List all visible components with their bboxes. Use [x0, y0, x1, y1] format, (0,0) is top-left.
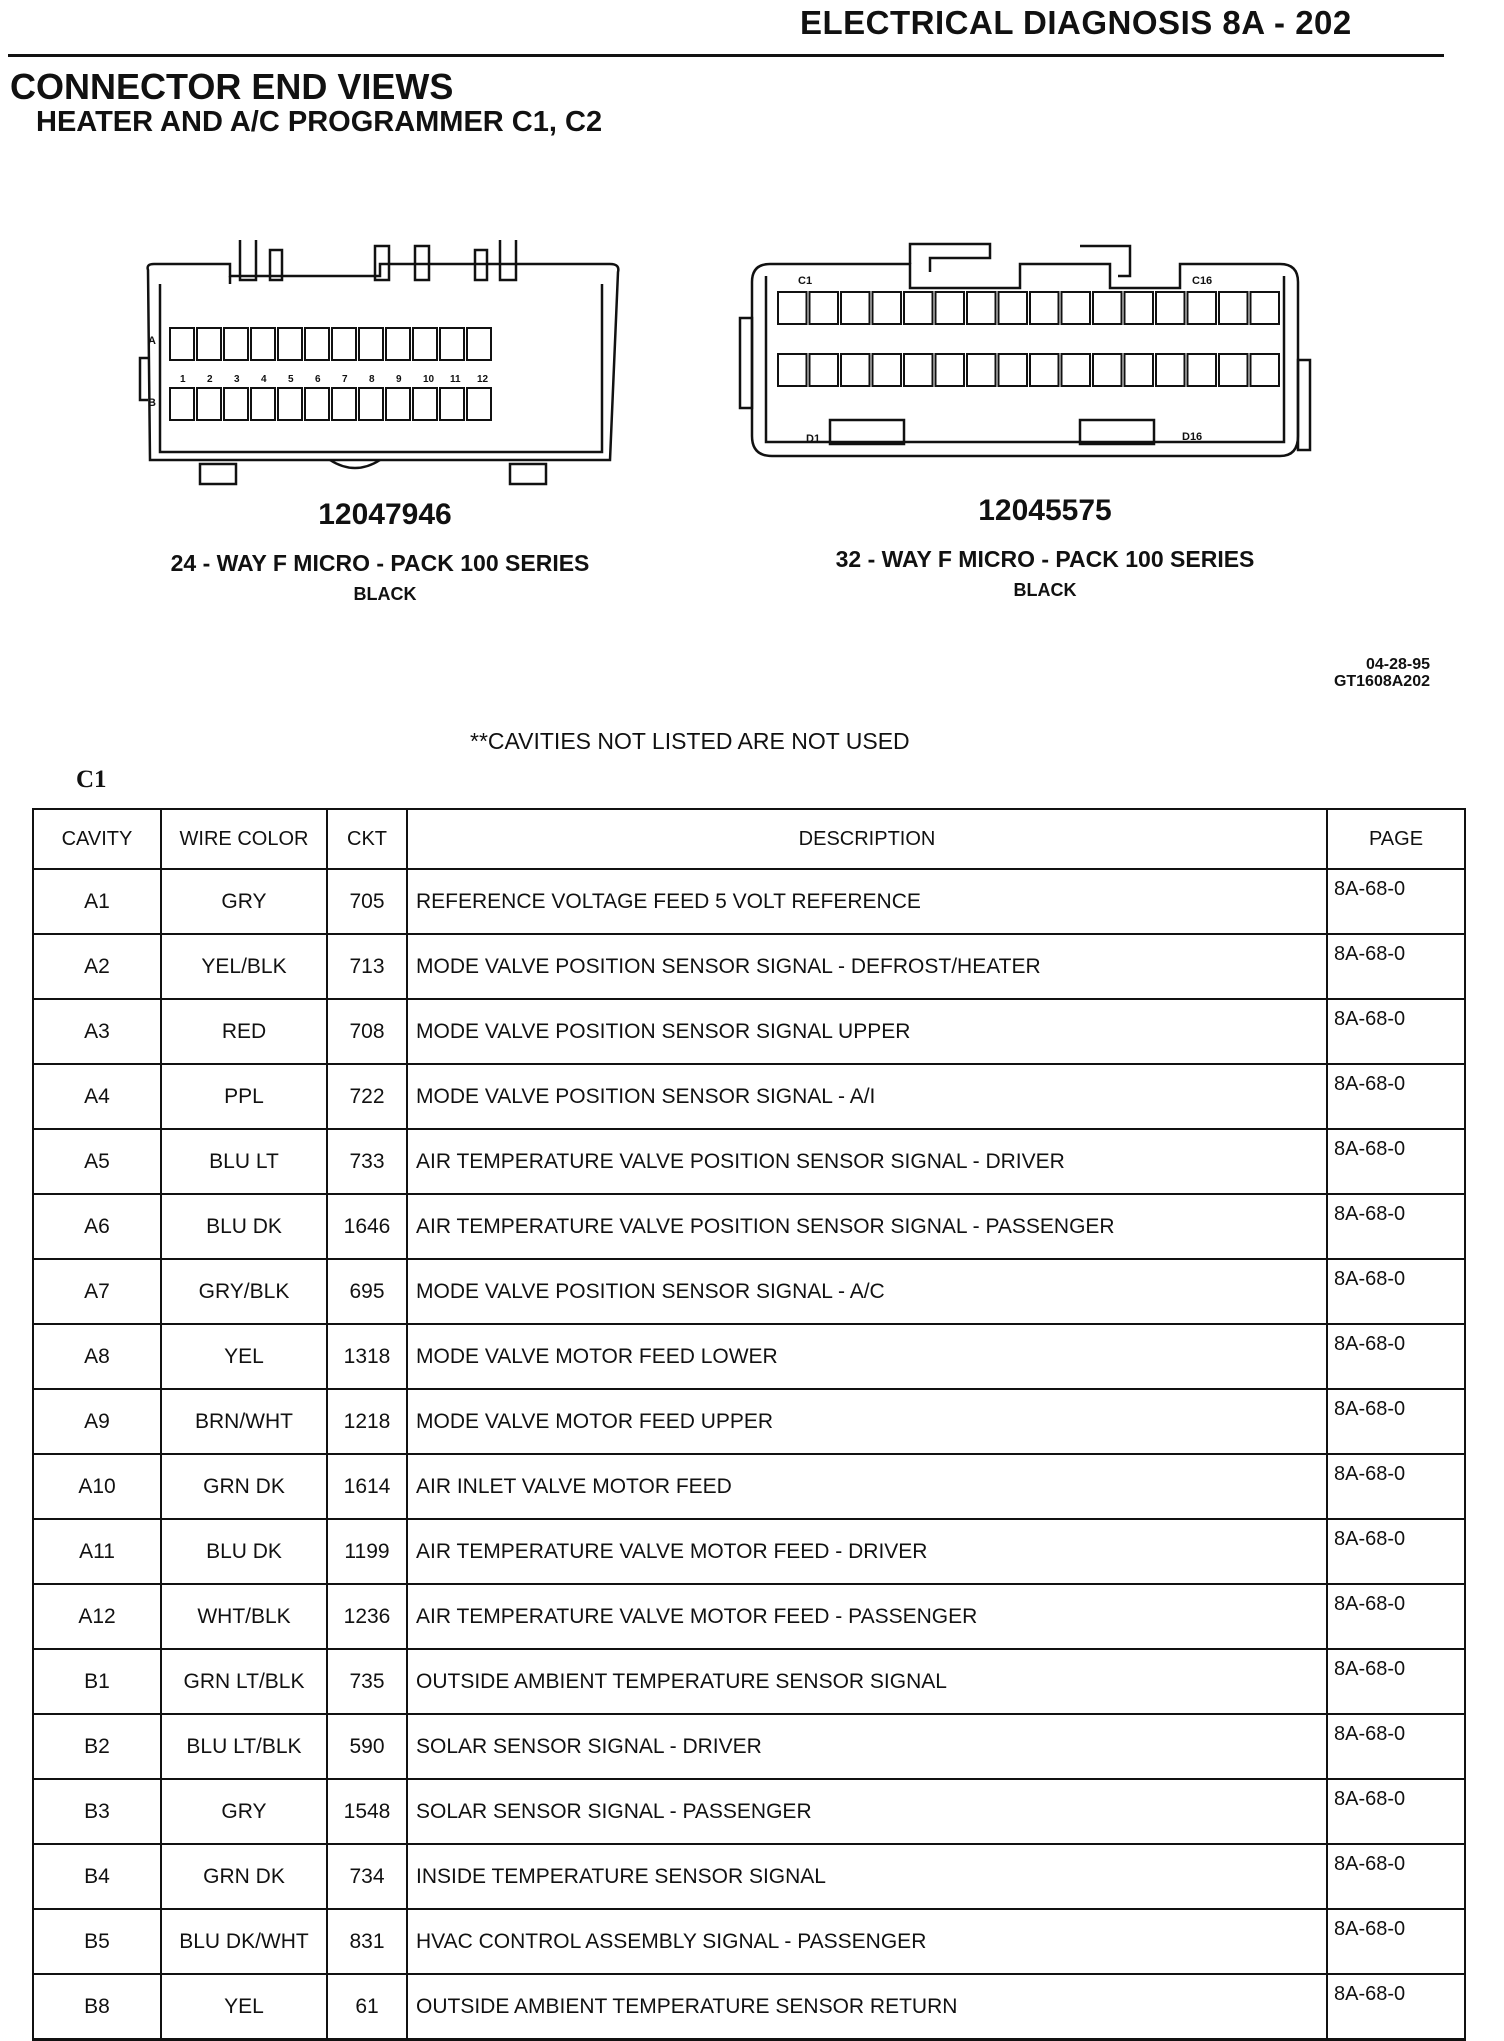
cell-ckt: 1318	[327, 1324, 407, 1389]
figure-code: GT1608A202	[1333, 673, 1430, 690]
connector-1-part-number: 12047946	[318, 498, 452, 531]
cell-description: MODE VALVE MOTOR FEED UPPER	[407, 1389, 1327, 1454]
cell-description: AIR INLET VALVE MOTOR FEED	[407, 1454, 1327, 1519]
cell-page: 8A-68-0	[1327, 1844, 1465, 1909]
cell-description: MODE VALVE POSITION SENSOR SIGNAL UPPER	[407, 999, 1327, 1064]
cell-wire-color: BLU DK/WHT	[161, 1909, 327, 1974]
cell-ckt: 1646	[327, 1194, 407, 1259]
cell-description: MODE VALVE POSITION SENSOR SIGNAL - DEFROST/HEATER	[407, 934, 1327, 999]
cell-ckt: 713	[327, 934, 407, 999]
cavity-number-label: 6	[315, 374, 321, 385]
cell-description: MODE VALVE POSITION SENSOR SIGNAL - A/C	[407, 1259, 1327, 1324]
cell-wire-color: BLU LT/BLK	[161, 1714, 327, 1779]
cavity-number-label: 4	[261, 374, 267, 385]
cavity-slot	[1156, 354, 1185, 386]
cavity-slot	[197, 388, 221, 420]
header-rule	[8, 54, 1444, 57]
cavity-slot	[873, 292, 902, 324]
cavity-number-label: 2	[207, 374, 213, 385]
column-header-wire-color: WIRE COLOR	[161, 809, 327, 869]
cell-wire-color: BLU DK	[161, 1194, 327, 1259]
cavity-number-label: 11	[450, 374, 461, 385]
cell-description: AIR TEMPERATURE VALVE MOTOR FEED - PASSENGER	[407, 1584, 1327, 1649]
column-header-description: DESCRIPTION	[407, 809, 1327, 869]
cavity-slot	[1093, 354, 1122, 386]
table-row	[33, 1389, 1465, 1454]
cavity-slot	[1125, 292, 1154, 324]
cavity-slot	[332, 328, 356, 360]
column-header-ckt: CKT	[327, 809, 407, 869]
cell-wire-color: GRN DK	[161, 1844, 327, 1909]
cell-description: INSIDE TEMPERATURE SENSOR SIGNAL	[407, 1844, 1327, 1909]
cavity-slot	[1062, 354, 1091, 386]
cavity-slot	[197, 328, 221, 360]
cell-ckt: 735	[327, 1649, 407, 1714]
cavity-slot	[1030, 354, 1059, 386]
cavity-slot	[251, 388, 275, 420]
cavity-slot	[413, 388, 437, 420]
cavity-slot	[841, 354, 870, 386]
connector-32-cavities-row-d	[778, 354, 1279, 386]
cell-cavity: B8	[33, 1974, 161, 2040]
cell-cavity: A9	[33, 1389, 161, 1454]
cell-ckt: 1199	[327, 1519, 407, 1584]
cell-page: 8A-68-0	[1327, 1584, 1465, 1649]
cell-page: 8A-68-0	[1327, 1714, 1465, 1779]
cavity-slot	[1093, 292, 1122, 324]
cell-ckt: 705	[327, 869, 407, 934]
cell-wire-color: GRN LT/BLK	[161, 1649, 327, 1714]
cavity-slot	[1188, 354, 1217, 386]
cell-ckt: 695	[327, 1259, 407, 1324]
cell-page: 8A-68-0	[1327, 999, 1465, 1064]
cell-description: OUTSIDE AMBIENT TEMPERATURE SENSOR RETURN	[407, 1974, 1327, 2040]
table-row	[33, 1584, 1465, 1649]
cavity-slot	[440, 328, 464, 360]
cell-description: AIR TEMPERATURE VALVE POSITION SENSOR SIGNAL - PASSENGER	[407, 1194, 1327, 1259]
cell-cavity: A11	[33, 1519, 161, 1584]
cavity-slot	[967, 354, 996, 386]
table-row	[33, 1714, 1465, 1779]
cell-page: 8A-68-0	[1327, 1909, 1465, 1974]
cell-cavity: A2	[33, 934, 161, 999]
table-row	[33, 869, 1465, 934]
cell-wire-color: RED	[161, 999, 327, 1064]
column-header-cavity: CAVITY	[33, 809, 161, 869]
table-row	[33, 1519, 1465, 1584]
cell-cavity: A3	[33, 999, 161, 1064]
cavity-slot	[440, 388, 464, 420]
table-row	[33, 1194, 1465, 1259]
cell-page: 8A-68-0	[1327, 1454, 1465, 1519]
cavity-slot	[810, 354, 839, 386]
cell-ckt: 1236	[327, 1584, 407, 1649]
cavity-slot	[1251, 354, 1280, 386]
cell-description: AIR TEMPERATURE VALVE MOTOR FEED - DRIVER	[407, 1519, 1327, 1584]
cavity-slot	[251, 328, 275, 360]
c1-cavity-table	[32, 808, 1466, 2041]
table-row	[33, 1974, 1465, 2040]
cavity-slot	[413, 328, 437, 360]
column-header-page: PAGE	[1327, 809, 1465, 869]
unused-cavities-note: **CAVITIES NOT LISTED ARE NOT USED	[470, 728, 910, 754]
cell-wire-color: GRY	[161, 869, 327, 934]
cavity-number-label: 3	[234, 374, 240, 385]
cell-ckt: 733	[327, 1129, 407, 1194]
connector-2-color: BLACK	[1013, 580, 1077, 600]
cavity-slot	[386, 388, 410, 420]
cavity-slot	[305, 388, 329, 420]
cell-description: MODE VALVE POSITION SENSOR SIGNAL - A/I	[407, 1064, 1327, 1129]
connector-32-label-c16: C16	[1192, 275, 1213, 287]
cell-wire-color: GRN DK	[161, 1454, 327, 1519]
cavity-slot	[1062, 292, 1091, 324]
cell-ckt: 831	[327, 1909, 407, 1974]
cavity-slot	[359, 388, 383, 420]
cell-wire-color: YEL	[161, 1324, 327, 1389]
cavity-number-label: 8	[369, 374, 375, 385]
cell-ckt: 1218	[327, 1389, 407, 1454]
cavity-slot	[1219, 292, 1248, 324]
cell-page: 8A-68-0	[1327, 1324, 1465, 1389]
cell-ckt: 61	[327, 1974, 407, 2040]
figure-reference	[1290, 656, 1430, 690]
cavity-slot	[1125, 354, 1154, 386]
cavity-slot	[904, 292, 933, 324]
cavity-slot	[841, 292, 870, 324]
connector-1-description: 24 - WAY F MICRO - PACK 100 SERIES	[170, 550, 590, 576]
cell-ckt: 590	[327, 1714, 407, 1779]
cell-page: 8A-68-0	[1327, 869, 1465, 934]
cell-cavity: B4	[33, 1844, 161, 1909]
connector-32-cavities-row-c	[778, 292, 1279, 324]
cell-wire-color: GRY/BLK	[161, 1259, 327, 1324]
cell-wire-color: BLU LT	[161, 1129, 327, 1194]
cavity-slot	[810, 292, 839, 324]
table-row	[33, 1779, 1465, 1844]
cavity-slot	[224, 388, 248, 420]
cavity-number-label: 9	[396, 374, 402, 385]
cell-wire-color: BLU DK	[161, 1519, 327, 1584]
table-row	[33, 1454, 1465, 1519]
cavity-slot	[1219, 354, 1248, 386]
cell-page: 8A-68-0	[1327, 1259, 1465, 1324]
cavity-slot	[332, 388, 356, 420]
cell-page: 8A-68-0	[1327, 1064, 1465, 1129]
cell-cavity: B3	[33, 1779, 161, 1844]
connector-24-cavity-numbers	[180, 374, 489, 385]
c1-table-body	[33, 869, 1465, 2040]
table-row	[33, 1844, 1465, 1909]
table-row	[33, 934, 1465, 999]
connector-32-label-d16: D16	[1182, 431, 1203, 443]
connector-24-cavities-row-b	[170, 388, 491, 420]
cavity-slot	[224, 328, 248, 360]
cell-ckt: 1548	[327, 1779, 407, 1844]
cavity-slot	[778, 292, 807, 324]
cell-ckt: 708	[327, 999, 407, 1064]
table-header-row	[33, 809, 1465, 869]
cell-cavity: A5	[33, 1129, 161, 1194]
connector-24-way-drawing	[140, 240, 618, 484]
table-row	[33, 1649, 1465, 1714]
figure-date: 04-28-95	[1365, 656, 1430, 673]
table-row	[33, 1129, 1465, 1194]
connector-24-row-b-label: B	[148, 397, 156, 409]
section-subtitle: HEATER AND A/C PROGRAMMER C1, C2	[36, 106, 603, 138]
connector-drawings	[130, 240, 1350, 490]
cavity-slot	[359, 328, 383, 360]
cavity-slot	[467, 328, 491, 360]
cavity-slot	[873, 354, 902, 386]
connector-24-row-a-label: A	[148, 335, 156, 347]
cell-wire-color: WHT/BLK	[161, 1584, 327, 1649]
cavity-slot	[170, 328, 194, 360]
cavity-slot	[1251, 292, 1280, 324]
cell-description: HVAC CONTROL ASSEMBLY SIGNAL - PASSENGER	[407, 1909, 1327, 1974]
cell-cavity: A8	[33, 1324, 161, 1389]
cell-description: OUTSIDE AMBIENT TEMPERATURE SENSOR SIGNAL	[407, 1649, 1327, 1714]
cavity-number-label: 10	[423, 374, 435, 385]
cavity-slot	[1030, 292, 1059, 324]
cavity-slot	[278, 388, 302, 420]
cavity-slot	[778, 354, 807, 386]
cavity-number-label: 1	[180, 374, 186, 385]
cell-page: 8A-68-0	[1327, 1519, 1465, 1584]
cavity-slot	[467, 388, 491, 420]
connector-diagram	[130, 240, 1350, 604]
cell-page: 8A-68-0	[1327, 1129, 1465, 1194]
cavity-slot	[170, 388, 194, 420]
cell-page: 8A-68-0	[1327, 1194, 1465, 1259]
cell-page: 8A-68-0	[1327, 1649, 1465, 1714]
cavity-slot	[278, 328, 302, 360]
cell-wire-color: YEL	[161, 1974, 327, 2040]
cell-wire-color: YEL/BLK	[161, 934, 327, 999]
cell-description: SOLAR SENSOR SIGNAL - DRIVER	[407, 1714, 1327, 1779]
cavity-slot	[305, 328, 329, 360]
cavity-slot	[904, 354, 933, 386]
cavity-number-label: 12	[477, 374, 489, 385]
cell-description: REFERENCE VOLTAGE FEED 5 VOLT REFERENCE	[407, 869, 1327, 934]
cell-cavity: A12	[33, 1584, 161, 1649]
table-label-c1: C1	[76, 766, 107, 793]
cell-wire-color: PPL	[161, 1064, 327, 1129]
cell-cavity: A6	[33, 1194, 161, 1259]
cell-wire-color: GRY	[161, 1779, 327, 1844]
cell-page: 8A-68-0	[1327, 1389, 1465, 1454]
cavity-slot	[967, 292, 996, 324]
cell-cavity: A7	[33, 1259, 161, 1324]
connector-32-label-c1: C1	[798, 275, 813, 287]
cavity-slot	[999, 354, 1028, 386]
cell-description: MODE VALVE MOTOR FEED LOWER	[407, 1324, 1327, 1389]
cell-cavity: B1	[33, 1649, 161, 1714]
cell-cavity: B2	[33, 1714, 161, 1779]
cavity-slot	[1156, 292, 1185, 324]
cell-page: 8A-68-0	[1327, 934, 1465, 999]
section-title: CONNECTOR END VIEWS	[10, 66, 454, 107]
cavity-slot	[999, 292, 1028, 324]
cell-cavity: B5	[33, 1909, 161, 1974]
table-row	[33, 1259, 1465, 1324]
cavity-slot	[1188, 292, 1217, 324]
connector-2-part-number: 12045575	[978, 494, 1112, 527]
table-row	[33, 1324, 1465, 1389]
cell-page: 8A-68-0	[1327, 1974, 1465, 2040]
cavity-slot	[386, 328, 410, 360]
cell-description: AIR TEMPERATURE VALVE POSITION SENSOR SIGNAL - DRIVER	[407, 1129, 1327, 1194]
cell-ckt: 734	[327, 1844, 407, 1909]
connector-32-way-drawing	[740, 244, 1310, 456]
connector-2-description: 32 - WAY F MICRO - PACK 100 SERIES	[835, 546, 1255, 572]
cell-cavity: A10	[33, 1454, 161, 1519]
cavity-number-label: 7	[342, 374, 348, 385]
cell-ckt: 722	[327, 1064, 407, 1129]
cell-description: SOLAR SENSOR SIGNAL - PASSENGER	[407, 1779, 1327, 1844]
page-header-title: ELECTRICAL DIAGNOSIS 8A - 202	[800, 4, 1352, 41]
cavity-slot	[936, 292, 965, 324]
cell-cavity: A4	[33, 1064, 161, 1129]
cell-ckt: 1614	[327, 1454, 407, 1519]
cavity-number-label: 5	[288, 374, 294, 385]
table-row	[33, 1064, 1465, 1129]
cell-cavity: A1	[33, 869, 161, 934]
connector-32-label-d1: D1	[806, 433, 821, 445]
table-row	[33, 999, 1465, 1064]
connector-24-cavities-row-a	[170, 328, 491, 360]
connector-1-color: BLACK	[353, 584, 417, 604]
cell-page: 8A-68-0	[1327, 1779, 1465, 1844]
cell-wire-color: BRN/WHT	[161, 1389, 327, 1454]
table-row	[33, 1909, 1465, 1974]
cavity-slot	[936, 354, 965, 386]
